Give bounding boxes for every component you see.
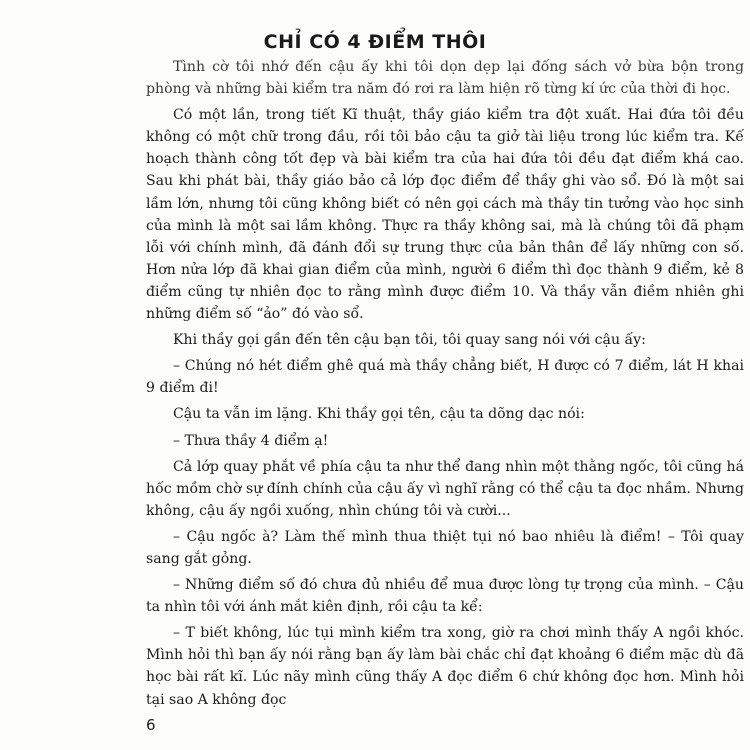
dialogue-line: – Cậu ngốc à? Làm thế mình thua thiệt tụi nó bao nhiêu là điểm! – Tôi quay sang gắt gỏng. [146, 528, 744, 567]
paragraph: Có một lần, trong tiết Kĩ thuật, thầy giáo kiểm tra đột xuất. Hai đứa tôi đều không có một chữ trong đầu, rồi tôi bảo cậu ta giở tài liệu trong lúc kiểm tra. Kế hoạch thành công tốt đẹp và bài kiểm tra của hai đứa tôi đều đạt điểm khá cao. Sau khi phát bài, thầy giáo bảo cả lớp đọc điểm để thầy ghi vào sổ. Đó là một sai lầm lớn, nhưng tôi cũng không biết có nên gọi cách mà thầy tin tưởng vào học sinh của mình là một sai lầm không. Thực ra thầy không sai, mà là chúng tôi đã phạm lỗi với chính mình, đã đánh đổi sự trung thực của bản thân để lấy những con số. Hơn nửa lớp đã khai gian điểm của mình, người 6 điểm thì đọc thành 9 điểm, kẻ 8 điểm cũng tự nhiên đọc to rằng mình được điểm 10. Và thầy vẫn điềm nhiên ghi những điểm số “ảo” đó vào sổ. [146, 107, 744, 323]
dialogue-line: – Thưa thầy 4 điểm ạ! [173, 432, 329, 449]
dialogue-line: – T biết không, lúc tụi mình kiểm tra xong, giờ ra chơi mình thấy A ngồi khóc. Mình hỏi thì bạn ấy nói rằng bạn ấy làm bài chắc chỉ đạt khoảng 6 điểm mặc dù đã học bài rất kĩ. Lúc nãy mình cũng thấy A đọc điểm 6 chứ không đọc hơn. Mình hỏi tại sao A không đọc [146, 625, 744, 708]
dialogue-line: – Chúng nó hét điểm ghê quá mà thầy chẳng biết, H được có 7 điểm, lát H khai 9 điểm đi! [146, 358, 744, 397]
page-body [146, 56, 744, 715]
paragraph: Tình cờ tôi nhớ đến cậu ấy khi tôi dọn dẹp lại đống sách vở bừa bộn trong phòng và những bài kiểm tra năm đó rơi ra làm hiện rõ từng kí ức của thời đi học. [146, 59, 744, 98]
chapter-title: CHỈ CÓ 4 ĐIỂM THÔI [263, 31, 487, 53]
paragraph: Khi thầy gọi gần đến tên cậu bạn tôi, tôi quay sang nói với cậu ấy: [173, 332, 646, 349]
paragraph: Cả lớp quay phắt về phía cậu ta như thể đang nhìn một thằng ngốc, tôi cũng há hốc mồm chờ sự đính chính của cậu ấy vì nghĩ rằng có thể cậu ta đọc nhầm. Nhưng không, cậu ấy ngồi xuống, nhìn chúng tôi và cười... [146, 458, 744, 519]
page-number: 6 [146, 716, 156, 734]
dialogue-line: – Những điểm số đó chưa đủ nhiều để mua được lòng tự trọng của mình. – Cậu ta nhìn tôi với ánh mắt kiên định, rồi cậu ta kể: [146, 577, 744, 616]
paragraph: Cậu ta vẫn im lặng. Khi thầy gọi tên, cậu ta dõng dạc nói: [173, 406, 585, 423]
